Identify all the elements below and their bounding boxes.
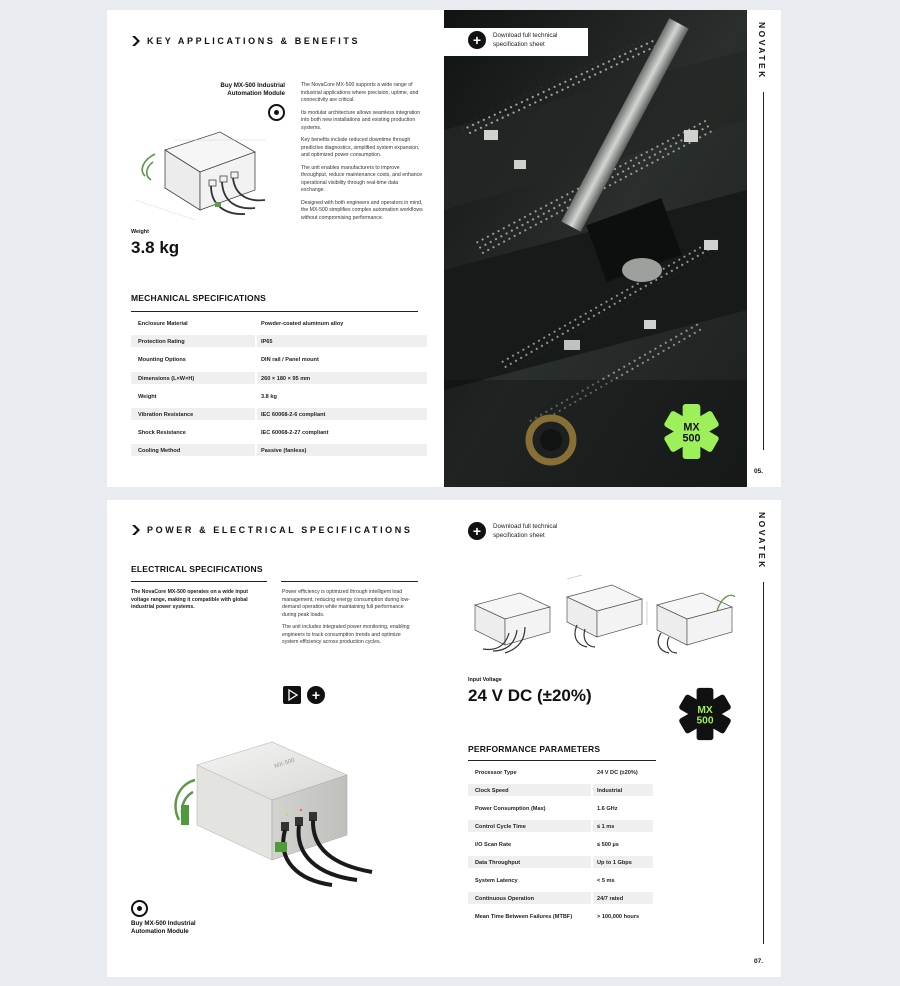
spec-value: 260 × 180 × 95 mm — [261, 375, 311, 382]
chevron-right-icon — [131, 36, 141, 46]
sidebar-rule — [763, 582, 764, 944]
spec-key: Mean Time Between Failures (MTBF) — [475, 914, 573, 920]
spec-key: Power Consumption (Max) — [475, 806, 546, 812]
heading-rule — [131, 311, 418, 312]
spec-value: IEC 60068-2-6 compliant — [261, 412, 326, 418]
spec-key: Continuous Operation — [475, 896, 535, 902]
spec-key: Vibration Resistance — [138, 412, 194, 418]
heading-rule-left — [131, 581, 267, 582]
performance-heading: PERFORMANCE PARAMETERS — [468, 744, 601, 754]
spec-key: Cooling Method — [138, 448, 181, 455]
sidebar-rule — [763, 92, 764, 450]
badge-line-2: 500 — [696, 715, 714, 727]
applications-body-copy: The NovaCore MX-500 supports a wide range of industrial applications where precision, uptime, and connectivity are critical. Its modular architecture allows seamless integration into both new installations and existing production systems. Key benefits include reduced downtime through predictive diagnostics, simplified system expansion, and optimized power consumption. The unit enables manufacturers to improve throughput, reduce maintenance costs, and enhance operational visibility through real-time data exchange. Designed with both engineers and operators in mind, the MX-500 simplifies complex automation workflows without compromising performance. — [301, 82, 423, 221]
spec-value: 3.8 kg — [261, 393, 277, 400]
product-photo — [157, 730, 392, 895]
badge-line-1: MX — [683, 421, 700, 434]
spec-page-05 — [107, 10, 781, 487]
device-dimension-sketches — [465, 575, 735, 655]
spec-key: Shock Resistance — [138, 430, 186, 437]
mechanical-specs-heading: MECHANICAL SPECIFICATIONS — [131, 293, 267, 303]
buy-module-label[interactable]: Buy MX-500 Industrial Automation Module — [220, 82, 285, 98]
mx500-badge — [677, 686, 733, 742]
spec-key: Clock Speed — [475, 788, 509, 794]
spec-value: ≤ 500 µs — [597, 842, 619, 848]
spec-key: Protection Rating — [138, 339, 185, 346]
electrical-body-copy: Power efficiency is optimized through intelligent load management, reducing energy consumption during low-demand operation while maintaining full performance during peak loads. The unit includes integrated power monitoring, enabling engineers to track consumption trends and optimize system efficiency across production cycles. — [282, 589, 411, 646]
spec-value: ≤ 1 ms — [597, 824, 615, 830]
spec-value: IP65 — [261, 339, 273, 346]
section-title: KEY APPLICATIONS & BENEFITS — [131, 36, 360, 46]
spec-key: Data Throughput — [475, 860, 521, 866]
badge-line-2: 500 — [682, 432, 701, 445]
spec-key: Dimensions (L×W×H) — [138, 375, 195, 382]
buy-module-label[interactable]: Buy MX-500 Industrial Automation Module — [131, 920, 196, 936]
brand-name: NOVATEK — [757, 22, 767, 80]
spec-value: 24/7 rated — [597, 896, 624, 902]
spec-value: DIN rail / Panel mount — [261, 357, 319, 364]
spec-key: I/O Scan Rate — [475, 842, 512, 848]
product-sketch-illustration — [125, 110, 275, 230]
chevron-right-icon — [131, 525, 141, 535]
page-number: 05. — [754, 468, 764, 475]
spec-key: Enclosure Material — [138, 321, 188, 327]
heading-rule-right — [281, 581, 418, 582]
page-number: 07. — [754, 958, 764, 965]
device-label: MX-500 — [273, 757, 296, 770]
play-button[interactable] — [283, 686, 301, 704]
spec-value: Industrial — [597, 788, 623, 794]
spec-key: Processor Type — [475, 770, 517, 776]
weight-value: 3.8 kg — [131, 238, 180, 257]
spec-value: < 5 ms — [597, 878, 615, 884]
input-voltage-label: Input Voltage — [468, 677, 502, 683]
spec-page-07 — [107, 500, 781, 977]
plus-icon[interactable]: + — [307, 686, 325, 704]
brand-sidebar — [747, 10, 781, 487]
mx500-badge — [662, 402, 721, 461]
weight-label: Weight — [131, 229, 149, 235]
input-voltage-value: 24 V DC (±20%) — [468, 686, 592, 705]
spec-value: IEC 60068-2-27 compliant — [261, 430, 329, 437]
spec-value: 24 V DC (±20%) — [597, 770, 638, 776]
download-spec-link[interactable]: Download full technical specification sheet — [493, 32, 558, 48]
badge-line-1: MX — [697, 705, 713, 717]
heading-rule — [468, 760, 656, 761]
spec-value: > 100,000 hours — [597, 914, 640, 920]
section-title: POWER & ELECTRICAL SPECIFICATIONS — [131, 525, 412, 535]
spec-key: System Latency — [475, 878, 518, 884]
spec-key: Control Cycle Time — [475, 824, 526, 830]
spec-value: 1.6 GHz — [597, 806, 618, 812]
plus-icon[interactable]: + — [468, 522, 486, 540]
brand-sidebar — [747, 500, 781, 977]
spec-value: Up to 1 Gbps — [597, 860, 632, 866]
spec-key: Mounting Options — [138, 357, 186, 364]
electrical-intro: The NovaCore MX-500 operates on a wide input voltage range, making it compatible with global industrial power systems. — [131, 589, 249, 611]
target-icon[interactable] — [131, 900, 148, 917]
play-icon — [283, 686, 301, 704]
target-icon[interactable] — [268, 104, 285, 121]
spec-key: Weight — [138, 393, 157, 400]
spec-value: Passive (fanless) — [261, 448, 307, 455]
download-spec-link[interactable]: Download full technical specification sheet — [493, 523, 558, 539]
brand-name: NOVATEK — [757, 512, 767, 570]
electrical-specs-heading: ELECTRICAL SPECIFICATIONS — [131, 564, 263, 574]
row-shade — [257, 335, 427, 347]
spec-value: Powder-coated aluminum alloy — [261, 321, 344, 327]
plus-icon[interactable]: + — [468, 31, 486, 49]
